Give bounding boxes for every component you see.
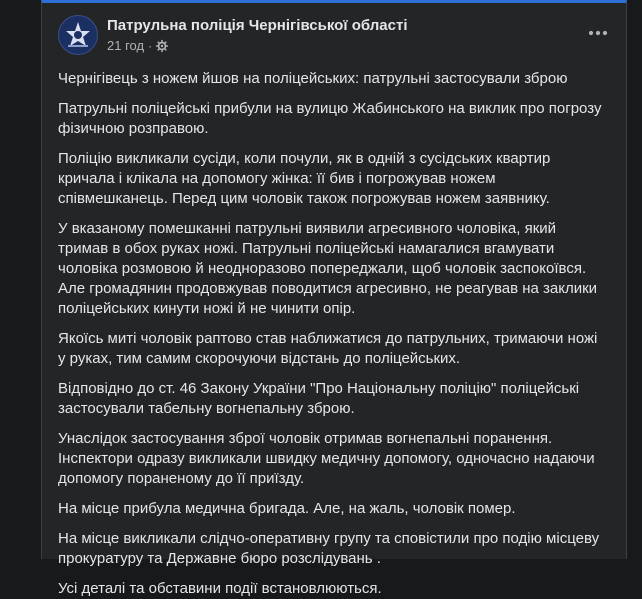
more-options-button[interactable] xyxy=(584,19,612,47)
post-paragraph: Патрульні поліцейські прибули на вулицю Жабинського на виклик про погрозу фізичною розправою. xyxy=(58,100,602,137)
page-name-link[interactable]: Патрульна поліція Чернігівської області xyxy=(107,17,408,34)
post-paragraph-title: Чернігівець з ножем йшов на поліцейських: патрульні застосували зброю xyxy=(58,70,568,87)
post-body xyxy=(42,69,626,599)
post-paragraph: У вказаному помешканні патрульні виявили агресивного чоловіка, який тримав в обох руках ножі. Патрульні поліцейські намагалися вгамувати чоловіка розмовою й неодноразово попереджали, щоб чоловік заспокоївся. Але громадянин продовжував поводитися агресивно, не реагував на заклики поліцейських кинути ножі й не чинити опір. xyxy=(58,220,598,317)
post-meta xyxy=(107,37,408,55)
post-paragraph: Усі деталі та обставини події встановлюються. xyxy=(58,580,382,597)
post-paragraph: На місце прибула медична бригада. Але, на жаль, чоловік помер. xyxy=(58,500,516,517)
post-paragraph: Відповідно до ст. 46 Закону України "Про Національну поліцію" поліцейські застосували табельну вогнепальну зброю. xyxy=(58,380,580,417)
post-timestamp[interactable]: 21 год xyxy=(107,38,145,53)
post-header xyxy=(42,3,626,69)
page-avatar[interactable] xyxy=(58,15,98,55)
facebook-post xyxy=(41,0,627,597)
more-dots-icon xyxy=(588,30,608,36)
meta-separator: · xyxy=(148,39,153,53)
post-paragraph: Поліцію викликали сусіди, коли почули, як в одній з сусідських квартир кричала і клікала на допомогу жінка: її бив і погрожував ножем співмешканець. Перед цим чоловік також погрожував ножем заявнику. xyxy=(58,150,551,207)
gear-icon xyxy=(156,40,168,52)
post-header-text xyxy=(107,16,408,55)
police-badge-icon xyxy=(63,20,93,50)
post-paragraph: Якоїсь миті чоловік раптово став наближатися до патрульних, тримаючи ножі у руках, тим самим скорочуючи відстань до поліцейських. xyxy=(58,330,598,367)
post-paragraph: Унаслідок застосування зброї чоловік отримав вогнепальні поранення. Інспектори одразу викликали швидку медичну допомогу, одночасно надаючи допомогу пораненому до її приїзду. xyxy=(58,430,595,487)
post-paragraph: На місце викликали слідчо-оперативну групу та сповістили про подію місцеву прокуратуру та Державне бюро розслідувань . xyxy=(58,530,600,567)
